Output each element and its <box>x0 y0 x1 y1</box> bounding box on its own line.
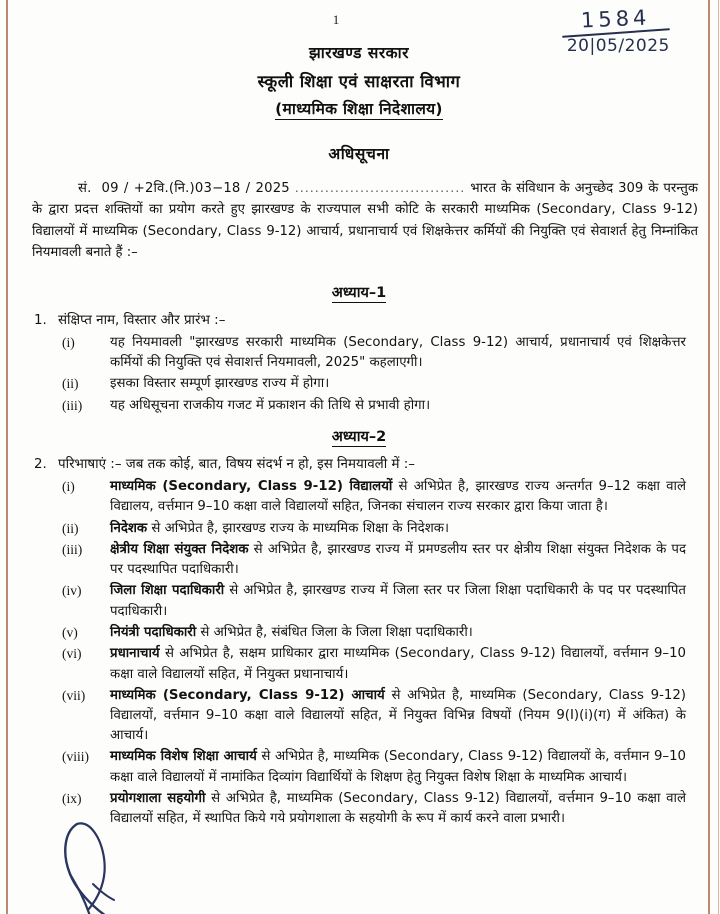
section-2-number: 2. <box>34 457 47 473</box>
page-content <box>14 0 704 914</box>
definition-item <box>58 644 704 684</box>
definition-item-number: (vii) <box>62 687 86 703</box>
definition-item-body <box>110 644 704 684</box>
definition-term: प्रधानाचार्य <box>110 646 160 662</box>
department-name: स्कूली शिक्षा एवं साक्षरता विभाग <box>257 72 461 91</box>
definition-term: क्षेत्रीय शिक्षा संयुक्त निदेशक <box>110 542 249 558</box>
page-edge-right <box>708 0 710 914</box>
page-edge-right-outer <box>718 0 719 914</box>
handwritten-diary-number: 1584 <box>580 5 651 33</box>
list-item <box>58 333 704 373</box>
definition-item-body <box>110 747 704 787</box>
section-1-heading <box>34 311 704 331</box>
definition-term: नियंत्री पदाधिकारी <box>110 624 197 640</box>
definition-term: निदेशक <box>110 520 148 536</box>
list-item-number: (ii) <box>62 376 79 392</box>
directorate-name-text: (माध्यमिक शिक्षा निदेशालय) <box>275 100 443 118</box>
list-item <box>58 396 704 417</box>
section-2-items <box>14 477 704 829</box>
definition-item <box>58 477 704 517</box>
section-2-heading <box>34 455 704 475</box>
section-2-title: परिभाषाएं :– जब तक कोई, बात, विषय संदर्भ न हो, इस निमयावली में :– <box>58 457 415 473</box>
handwritten-date: 20|05/2025 <box>566 36 670 57</box>
definition-item-number: (ii) <box>62 520 79 536</box>
handwritten-diary-annotation <box>561 7 670 58</box>
reference-label: सं. <box>78 181 92 196</box>
list-item-number: (iii) <box>62 397 83 413</box>
list-item-number: (i) <box>62 334 75 350</box>
definition-text: से अभिप्रेत है, संबंधित जिला के जिला शिक्षा पदाधिकारी। <box>196 624 473 640</box>
directorate-name <box>14 97 704 119</box>
page-edge-left <box>6 0 8 914</box>
government-name: झारखण्ड सरकार <box>309 44 409 62</box>
definition-item-body <box>110 477 704 517</box>
definition-item-body <box>110 789 704 829</box>
list-item <box>58 374 704 395</box>
definition-text: से अभिप्रेत है, माध्यमिक (Secondary, Class 9-12) विद्यालयों के, वर्त्तमान 9–10 कक्षा वाले विद्यालयों में नामांकित दिव्यांग विद्यार्थियों के शिक्षण हेतु नियुक्त विशेष शिक्षा के माध्यमिक आचार्य। <box>110 749 686 785</box>
definition-text: से अभिप्रेत है, झारखण्ड राज्य में प्रमण्डलीय स्तर पर क्षेत्रीय शिक्षा संयुक्त निदेशक के पद पर पदस्थापित पदाधिकारी। <box>110 542 687 578</box>
definition-item-body <box>110 623 704 644</box>
definition-item-body <box>110 540 704 580</box>
definition-item-body <box>110 519 704 540</box>
definition-item-body <box>110 581 704 621</box>
definition-text: से अभिप्रेत है, झारखण्ड राज्य अन्तर्गत 9–12 कक्षा वाले विद्यालय, वर्त्तमान 9–10 कक्षा वाले विद्यालयों सहित, जिनका संचालन राज्य सरकार द्वारा किया जाता है। <box>110 479 686 515</box>
definition-item-number: (vi) <box>62 646 82 662</box>
chapter-2-label <box>14 426 704 446</box>
section-1-title: संक्षिप्त नाम, विस्तार और प्रारंभ :– <box>58 312 226 328</box>
definition-item <box>58 540 704 580</box>
definition-term: माध्यमिक (Secondary, Class 9-12) विद्यालयों <box>110 479 393 495</box>
definition-item-number: (iv) <box>62 583 82 599</box>
definition-text: से अभिप्रेत है, झारखण्ड राज्य में जिला स्तर पर जिला शिक्षा पदाधिकारी के पद पर पदस्थापित पदाधिकारी। <box>110 583 686 619</box>
definition-text: से अभिप्रेत है, सक्षम प्राधिकार द्वारा माध्यमिक (Secondary, Class 9-12) विद्यालयों, वर्त्तमान 9–10 कक्षा वाले विद्यालयों सहित, में नियुक्त प्रधानाचार्य। <box>110 646 686 682</box>
definition-item-number: (i) <box>62 479 75 495</box>
definition-item-number: (v) <box>62 624 78 640</box>
definition-item <box>58 686 704 747</box>
chapter-1-label-text: अध्याय–1 <box>331 284 387 301</box>
definition-term: जिला शिक्षा पदाधिकारी <box>110 583 225 599</box>
definition-item-body <box>110 686 704 747</box>
list-item-text: इसका विस्तार सम्पूर्ण झारखण्ड राज्य में होगा। <box>110 376 330 392</box>
notification-heading: अधिसूचना <box>328 145 390 163</box>
page-number: 1 <box>332 12 340 27</box>
definition-item <box>58 623 704 644</box>
definition-term: माध्यमिक विशेष शिक्षा आचार्य <box>110 749 257 765</box>
preamble-paragraph <box>32 178 698 264</box>
definition-item-number: (viii) <box>62 749 89 765</box>
definition-item-number: (iii) <box>62 542 83 558</box>
section-1-number: 1. <box>34 312 47 328</box>
definition-item <box>58 747 704 787</box>
section-1 <box>14 311 704 417</box>
definition-term: माध्यमिक (Secondary, Class 9-12) आचार्य <box>110 687 385 703</box>
definition-term: प्रयोगशाला सहयोगी <box>110 790 206 806</box>
list-item-text: यह नियमावली "झारखण्ड सरकारी माध्यमिक (Secondary, Class 9-12) आचार्य, प्रधानाचार्य एवं शिक्षकेत्तर कर्मियों की नियुक्ति एवं सेवाशर्त्त नियमावली, 2025" कहलाएगी। <box>110 334 686 370</box>
section-1-items <box>14 333 704 416</box>
definition-item <box>58 519 704 540</box>
definition-item <box>58 789 704 829</box>
definition-item <box>58 581 704 621</box>
definition-text: से अभिप्रेत है, माध्यमिक (Secondary, Class 9-12) विद्यालयों, वर्त्तमान 9–10 कक्षा वाले विद्यालयों सहित, में स्थापित किये गये प्रयोगशाला के सहयोगी के रूप में कार्य करने वाला प्रभारी। <box>110 790 686 827</box>
reference-number: 09 / +2वि.(नि.)03−18 / 2025 <box>101 181 290 196</box>
definition-item-number: (ix) <box>62 790 82 806</box>
preamble-text: भारत के संविधान के अनुच्छेद 309 के परन्तुक के द्वारा प्रदत्त शक्तियों का प्रयोग करते हुए झारखण्ड के राज्यपाल सभी कोटि के सरकारी माध्यमिक (Secondary, Class 9-12) विद्यालयों में माध्यमिक (Secondary, Class 9-12) आचार्य, प्रधानाचार्य एवं शिक्षकेत्तर कर्मियों की नियुक्ति एवं सेवाशर्त हेतु निम्नांकित नियमावली बनाते हैं :– <box>32 181 699 261</box>
dotted-leader: .................................. <box>294 181 466 195</box>
section-2 <box>14 455 704 829</box>
list-item-text: यह अधिसूचना राजकीय गजट में प्रकाशन की तिथि से प्रभावी होगा। <box>110 397 431 413</box>
chapter-2-label-text: अध्याय–2 <box>331 429 387 446</box>
chapter-1-label <box>14 282 704 302</box>
definition-text: से अभिप्रेत है, माध्यमिक (Secondary, Class 9-12) विद्यालयों, वर्त्तमान 9–10 कक्षा वाले विद्यालयों सहित, में नियुक्त विभिन्न विषयों (नियम 9(I)(i)(ग) में अंकित) के आचार्य। <box>110 687 686 744</box>
definition-text: से अभिप्रेत है, झारखण्ड राज्य के माध्यमिक शिक्षा के निदेशक। <box>147 520 450 536</box>
